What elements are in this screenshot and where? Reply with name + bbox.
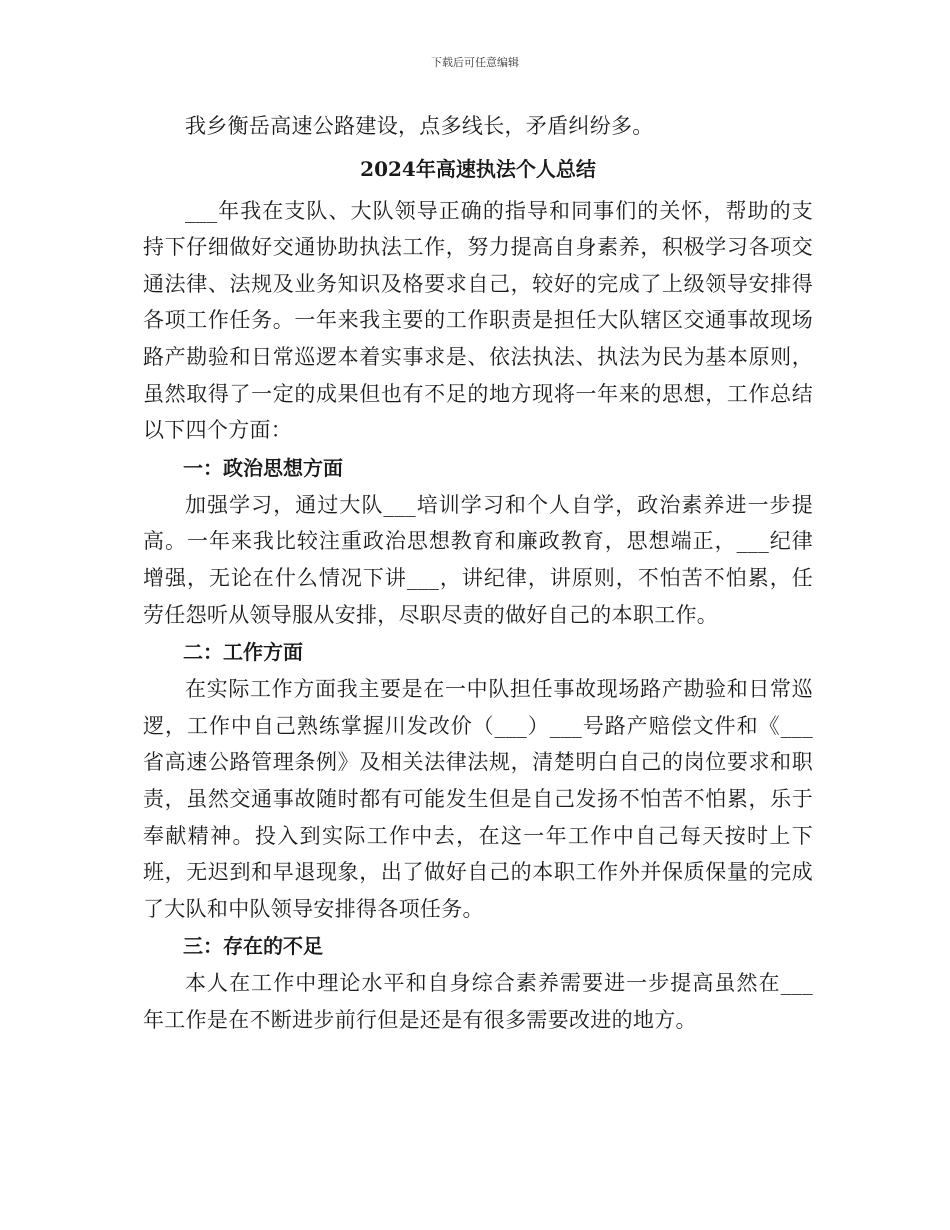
section-heading-politics: 一：政治思想方面 <box>183 455 343 480</box>
section-heading-shortcomings: 三：存在的不足 <box>183 934 323 959</box>
document-title: 2024年高速执法个人总结 <box>360 156 596 181</box>
opening-paragraph: ___年我在支队、大队领导正确的指导和同事们的关怀，帮助的支持下仔细做好交通协助执法工作，努力提高自身素养，积极学习各项交通法律、法规及业务知识及格要求自己，较好的完成了上级领导安排得各项工作任务。一年来我主要的工作职责是担任大队辖区交通事故现场路产勘验和日常巡逻本着实事求是、依法执法、执法为民为基本原则，虽然取得了一定的成果但也有不足的地方现将一年来的思想，工作总结以下四个方面： <box>143 198 813 443</box>
section-heading-work: 二：工作方面 <box>183 640 303 665</box>
section-body-politics: 加强学习，通过大队___培训学习和个人自学，政治素养进一步提高。一年来我比较注重政治思想教育和廉政教育，思想端正，___纪律增强，无论在什么情况下讲___，讲纪律，讲原则，不怕苦不怕累，任劳任怨听从领导服从安排，尽职尽责的做好自己的本职工作。 <box>143 492 813 627</box>
intro-paragraph: 我乡衡岳高速公路建设，点多线长，矛盾纠纷多。 <box>185 114 654 138</box>
section-body-shortcomings: 本人在工作中理论水平和自身综合素养需要进一步提高虽然在___年工作是在不断进步前行但是还是有很多需要改进的地方。 <box>143 971 813 1032</box>
document-body <box>143 108 813 1038</box>
page-header: 下载后可任意编辑 <box>431 56 519 69</box>
section-body-work: 在实际工作方面我主要是在一中队担任事故现场路产勘验和日常巡逻，工作中自己熟练掌握川发改价（___）___号路产赔偿文件和《___省高速公路管理条例》及相关法律法规，清楚明白自己的岗位要求和职责，虽然交通事故随时都有可能发生但是自己发扬不怕苦不怕累，乐于奉献精神。投入到实际工作中去，在这一年工作中自己每天按时上下班，无迟到和早退现象，出了做好自己的本职工作外并保质保量的完成了大队和中队领导安排得各项任务。 <box>143 677 813 921</box>
